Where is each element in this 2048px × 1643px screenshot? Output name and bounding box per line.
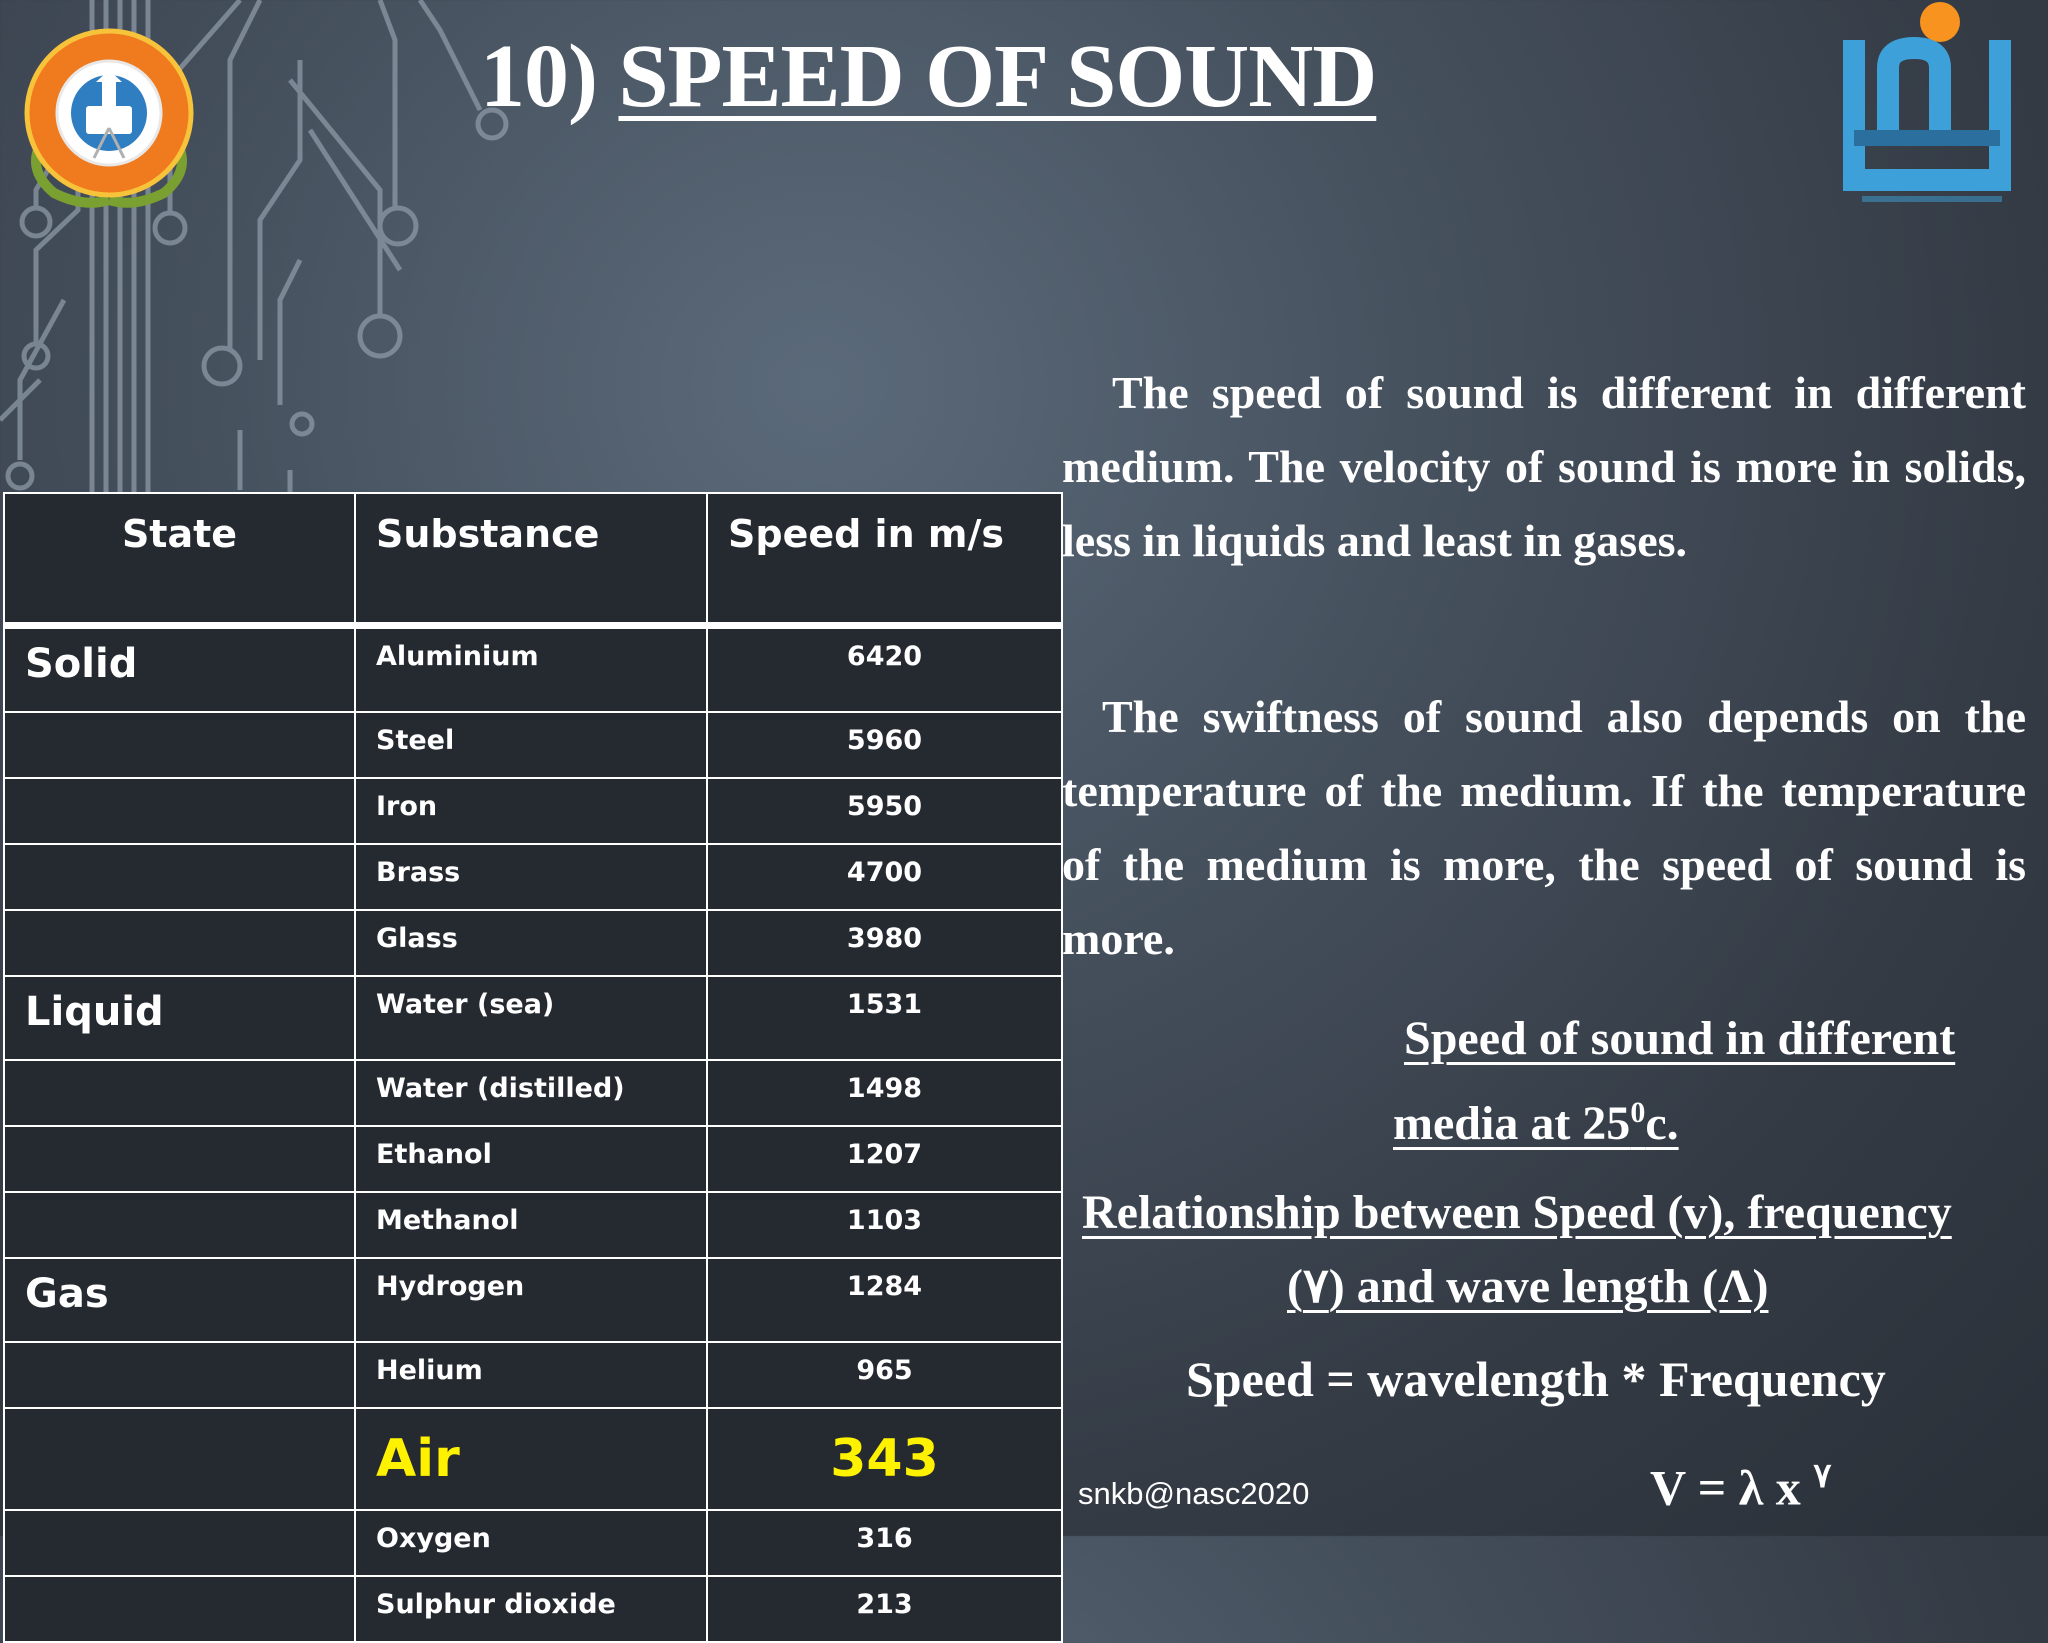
table-row xyxy=(4,1576,1062,1642)
table-row xyxy=(4,844,1062,910)
substance-cell: Iron xyxy=(355,778,707,844)
table-header-row xyxy=(4,493,1062,626)
substance-cell: Water (sea) xyxy=(355,976,707,1060)
speed-cell: 4700 xyxy=(707,844,1062,910)
speed-cell: 1207 xyxy=(707,1126,1062,1192)
degree-superscript: 0 xyxy=(1630,1096,1646,1129)
table-row-highlighted xyxy=(4,1408,1062,1510)
symbolic-formula xyxy=(1650,1456,1832,1517)
table-row xyxy=(4,976,1062,1060)
table-row xyxy=(4,778,1062,844)
speed-cell: 965 xyxy=(707,1342,1062,1408)
state-cell xyxy=(4,712,355,778)
speed-cell: 1498 xyxy=(707,1060,1062,1126)
paragraph-speed-by-medium: The speed of sound is different in different medium. The velocity of sound is more in solids, less in liquids and least in gases. xyxy=(1062,367,2026,566)
table-row xyxy=(4,712,1062,778)
column-header-state: State xyxy=(4,493,355,626)
substance-cell-highlighted: Air xyxy=(355,1408,707,1510)
state-cell xyxy=(4,844,355,910)
slide-number: 10) xyxy=(480,27,619,126)
table-row xyxy=(4,1126,1062,1192)
speed-cell: 1531 xyxy=(707,976,1062,1060)
table-row xyxy=(4,1258,1062,1342)
relationship-heading-line2: (٧) and wave length (Λ) xyxy=(1287,1260,1769,1313)
frequency-symbol: ٧ xyxy=(1813,1458,1832,1495)
table-row xyxy=(4,626,1062,713)
speed-cell: 1284 xyxy=(707,1258,1062,1342)
speed-cell: 213 xyxy=(707,1576,1062,1642)
table-caption-line2 xyxy=(1393,1076,1679,1161)
state-cell: Gas xyxy=(4,1258,355,1342)
state-cell xyxy=(4,910,355,976)
column-header-speed: Speed in m/s xyxy=(707,493,1062,626)
caption-unit: c. xyxy=(1645,1097,1679,1150)
slide-title-text: SPEED OF SOUND xyxy=(618,27,1377,126)
table-row xyxy=(4,1342,1062,1408)
substance-cell: Glass xyxy=(355,910,707,976)
substance-cell: Hydrogen xyxy=(355,1258,707,1342)
substance-cell: Aluminium xyxy=(355,626,707,713)
slide-title xyxy=(480,22,1376,132)
group-of-institutions-logo-icon xyxy=(1840,0,2020,215)
speed-cell: 3980 xyxy=(707,910,1062,976)
speed-cell: 5950 xyxy=(707,778,1062,844)
state-cell xyxy=(4,778,355,844)
state-cell: Liquid xyxy=(4,976,355,1060)
state-cell xyxy=(4,1510,355,1576)
column-header-substance: Substance xyxy=(355,493,707,626)
substance-cell: Sulphur dioxide xyxy=(355,1576,707,1642)
substance-cell: Oxygen xyxy=(355,1510,707,1576)
substance-cell: Brass xyxy=(355,844,707,910)
paragraph-temperature-dependence: The swiftness of sound also depends on the temperature of the medium. If the temperature of the medium is more, the speed of sound is more. xyxy=(1062,691,2026,964)
caption-text: media at 25 xyxy=(1393,1097,1631,1150)
substance-cell: Water (distilled) xyxy=(355,1060,707,1126)
speed-of-sound-table xyxy=(3,492,1063,1643)
symbolic-formula-text: V = λ x xyxy=(1650,1459,1814,1516)
state-cell xyxy=(4,1192,355,1258)
state-cell xyxy=(4,1408,355,1510)
speed-cell: 316 xyxy=(707,1510,1062,1576)
table-row xyxy=(4,1060,1062,1126)
speed-cell-highlighted: 343 xyxy=(707,1408,1062,1510)
table-row xyxy=(4,910,1062,976)
table-row xyxy=(4,1510,1062,1576)
speed-cell: 5960 xyxy=(707,712,1062,778)
substance-cell: Ethanol xyxy=(355,1126,707,1192)
table-caption-line1: Speed of sound in different xyxy=(1404,1012,1956,1065)
word-formula: Speed = wavelength * Frequency xyxy=(1186,1351,1886,1407)
college-emblem-icon xyxy=(14,18,204,208)
state-cell xyxy=(4,1342,355,1408)
footer-credit: snkb@nasc2020 xyxy=(1078,1476,1310,1511)
substance-cell: Steel xyxy=(355,712,707,778)
speed-cell: 6420 xyxy=(707,626,1062,713)
substance-cell: Helium xyxy=(355,1342,707,1408)
substance-cell: Methanol xyxy=(355,1192,707,1258)
state-cell xyxy=(4,1576,355,1642)
table-row xyxy=(4,1192,1062,1258)
speed-cell: 1103 xyxy=(707,1192,1062,1258)
relationship-heading-line1: Relationship between Speed (v), frequency xyxy=(1082,1186,1952,1239)
state-cell: Solid xyxy=(4,626,355,713)
state-cell xyxy=(4,1060,355,1126)
state-cell xyxy=(4,1126,355,1192)
